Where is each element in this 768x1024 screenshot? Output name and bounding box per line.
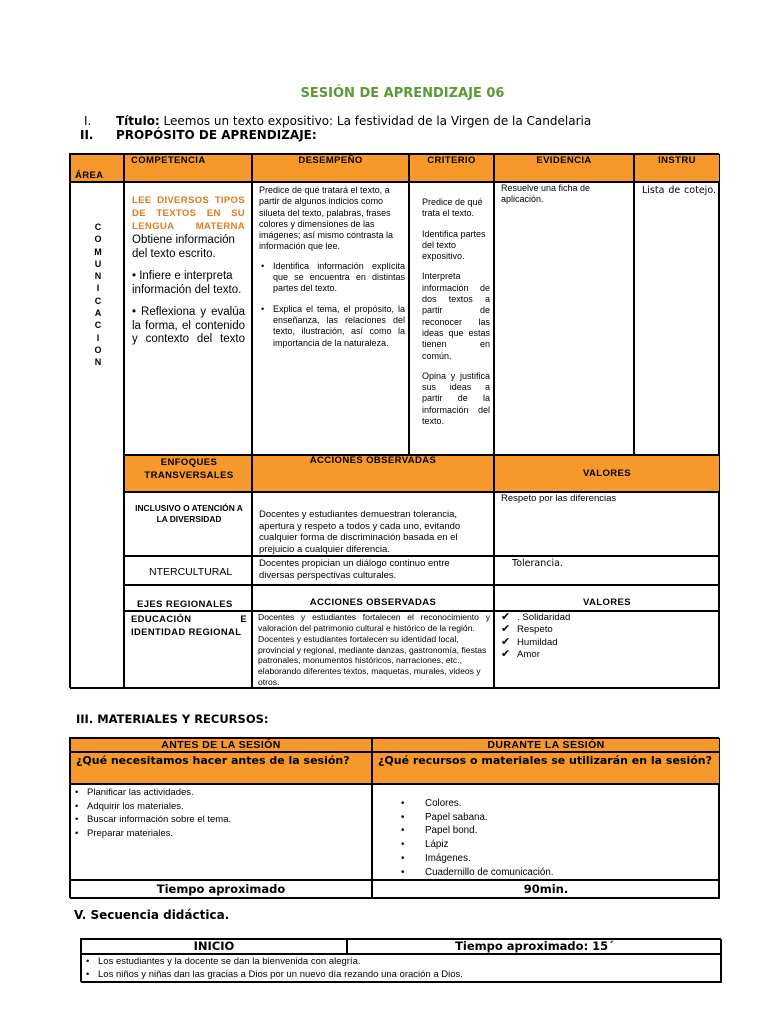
ejes-acciones-header: ACCIONES OBSERVADAS xyxy=(252,585,494,611)
durante-header: DURANTE LA SESIÓN xyxy=(372,738,720,752)
desempeno-item: • Explica el tema, el propósito, la enseñanza, las relaciones del texto, ilustración, así como la importancia de la naturaleza. xyxy=(259,304,405,349)
area-letter: O xyxy=(94,344,102,355)
competencia-item: Obtiene información del texto escrito. xyxy=(132,234,235,260)
desempeno-item: • Identifica información explícita que se encuentra en distintas partes del texto. xyxy=(259,261,405,295)
inicio-cell: INICIO xyxy=(81,939,347,954)
section-ii-title: PROPÓSITO DE APRENDIZAJE: xyxy=(116,128,317,142)
competencia-item: • Infiere e interpreta información del texto. xyxy=(132,270,242,296)
area-vertical-label xyxy=(71,221,124,369)
tiempo-value-cell: 90min. xyxy=(372,880,720,899)
area-letter: I xyxy=(96,283,100,294)
header-desempeno: DESEMPEÑO xyxy=(252,154,409,182)
enfoques-valores-header: VALORES xyxy=(494,455,720,492)
durante-item: • Cuadernillo de comunicación. xyxy=(399,866,554,880)
materiales-table xyxy=(69,737,719,898)
area-letter: N xyxy=(94,357,102,368)
page-title: SESIÓN DE APRENDIZAJE 06 xyxy=(300,86,505,101)
enfoque-inclusivo-valor: Respeto por las diferencias xyxy=(494,492,720,556)
inicio-item: • Los niños y niñas dan las gracias a Dios por un nuevo día rezando una oración a Dios. xyxy=(84,968,463,981)
criterio-cell xyxy=(409,182,494,455)
area-letter: C xyxy=(94,222,102,232)
evidencia-cell: Resuelve una ficha de aplicación. xyxy=(494,182,634,455)
desempeno-intro: Predice de qué tratará el texto, a partir de algunos indicios como silueta del texto, palabras, frases colores y dimensiones de las imágenes; así mismo contrasta la información que lee. xyxy=(259,185,394,252)
area-letter: U xyxy=(94,258,102,269)
valor-item: ✔ . Solidaridad xyxy=(501,612,570,624)
durante-item: • Imágenes. xyxy=(399,852,554,866)
competencia-cell xyxy=(124,182,252,455)
instrumento-cell: Lista de cotejo. xyxy=(634,182,720,455)
enfoque-inclusivo-cell: INCLUSIVO O ATENCIÓN A LA DIVERSIDAD xyxy=(124,492,252,556)
header-instrumento: INSTRU xyxy=(634,154,720,182)
session-title-line xyxy=(116,114,591,128)
criterio-item: Predice de qué trata el texto. xyxy=(422,197,483,219)
ejes-acciones-cell xyxy=(252,611,494,689)
durante-question-cell: ¿Qué recursos o materiales se utilizarán en la sesión? xyxy=(372,752,720,784)
enfoque-intercultural-valor: Tolerancia. xyxy=(494,556,720,585)
enfoques-acciones-header: ACCIONES OBSERVADAS xyxy=(252,455,494,492)
antes-item: • Planificar las actividades. xyxy=(73,786,231,800)
area-letter: C xyxy=(94,320,102,331)
ejes-header: EJES REGIONALES xyxy=(124,585,252,611)
antes-items-cell xyxy=(70,784,372,880)
competencia-item: • Reflexiona y evalúa la forma, el contenido y contexto del texto xyxy=(132,306,245,345)
title-label: Título: xyxy=(116,114,160,128)
secuencia-heading: V. Secuencia didáctica. xyxy=(74,908,230,922)
tiempo-label-cell: Tiempo aproximado xyxy=(70,880,372,899)
enfoques-header: ENFOQUES TRANSVERSALES xyxy=(124,455,252,492)
enfoque-intercultural-accion: Docentes propician un diálogo continuo entre diversas perspectivas culturales. xyxy=(252,556,494,585)
section-ii-number: II. xyxy=(80,128,94,142)
durante-item: • Lápiz xyxy=(399,838,554,852)
antes-item: • Buscar información sobre el tema. xyxy=(73,813,231,827)
enfoque-intercultural-cell: NTERCULTURAL xyxy=(124,556,252,585)
learning-purpose-table xyxy=(69,153,719,688)
antes-item: • Preparar materiales. xyxy=(73,827,231,841)
header-competencia: COMPETENCIA xyxy=(124,154,252,182)
area-letter: N xyxy=(94,271,102,282)
area-letter: A xyxy=(94,308,102,319)
durante-items-cell xyxy=(372,784,720,880)
title-text: Leemos un texto expositivo: La festividad de la Virgen de la Candelaria xyxy=(159,114,592,128)
header-criterio: CRITERIO xyxy=(409,154,494,182)
competencia-title: LEE DIVERSOS TIPOS DE TEXTOS EN SU LENGUA MATERNA xyxy=(132,195,245,232)
criterio-item: Opina y justifica sus ideas a partir de la información del texto. xyxy=(422,370,490,427)
valor-item: ✔ Respeto xyxy=(501,624,570,636)
valor-item: ✔ Humildad xyxy=(501,637,570,649)
enfoque-inclusivo-accion: Docentes y estudiantes demuestran tolerancia, apertura y respeto a todos y cada uno, evitando cualquier forma de discriminación basada en el prejuicio a cualquier diferencia. xyxy=(252,492,494,556)
ejes-valores-cell xyxy=(494,611,720,689)
eje-accion: Docentes y estudiantes fortalecen su identidad local, provincial y regional, mediante danzas, gastronomía, fiestas patronales, monumentos históricos, narraciones, etc., elaborando diferentes textos, maquetas, murales, videos y otros. xyxy=(258,634,487,687)
area-column xyxy=(70,182,124,689)
antes-header: ANTES DE LA SESIÓN xyxy=(70,738,372,752)
inicio-items-cell xyxy=(81,954,722,983)
ejes-valores-header: VALORES xyxy=(494,585,720,611)
antes-item: • Adquirir los materiales. xyxy=(73,800,231,814)
desempeno-cell xyxy=(252,182,409,455)
durante-item: • Colores. xyxy=(399,797,554,811)
area-letter: C xyxy=(94,295,102,306)
secuencia-table xyxy=(80,938,721,982)
eje-accion: Docentes y estudiantes fortalecen el reconocimiento y valoración del patrimonio cultural e histórico de la región. xyxy=(258,612,490,633)
durante-item: • Papel bond. xyxy=(399,824,554,838)
area-letter: I xyxy=(96,332,100,343)
durante-item: • Papel sabana. xyxy=(399,811,554,825)
header-evidencia: EVIDENCIA xyxy=(494,154,634,182)
criterio-item: Identifica partes del texto expositivo. xyxy=(422,228,486,262)
valor-item: ✔ Amor xyxy=(501,649,570,661)
materiales-heading: III. MATERIALES Y RECURSOS: xyxy=(76,712,269,726)
criterio-item: Interpreta información de dos textos a partir de reconocer las ideas que estas tienen en común. xyxy=(422,271,490,361)
inicio-tiempo-cell: Tiempo aproximado: 15´ xyxy=(347,939,722,954)
area-letter: M xyxy=(94,246,102,257)
inicio-item: • Los estudiantes y la docente se dan la bienvenida con alegría. xyxy=(84,955,463,968)
antes-question-cell: ¿Qué necesitamos hacer antes de la sesión? xyxy=(70,752,372,784)
ejes-name-cell: EDUCACIÓN E IDENTIDAD REGIONAL xyxy=(124,611,252,689)
header-area: ÁREA xyxy=(70,154,124,182)
section-i-number: I. xyxy=(84,114,92,128)
area-letter: O xyxy=(94,234,102,245)
